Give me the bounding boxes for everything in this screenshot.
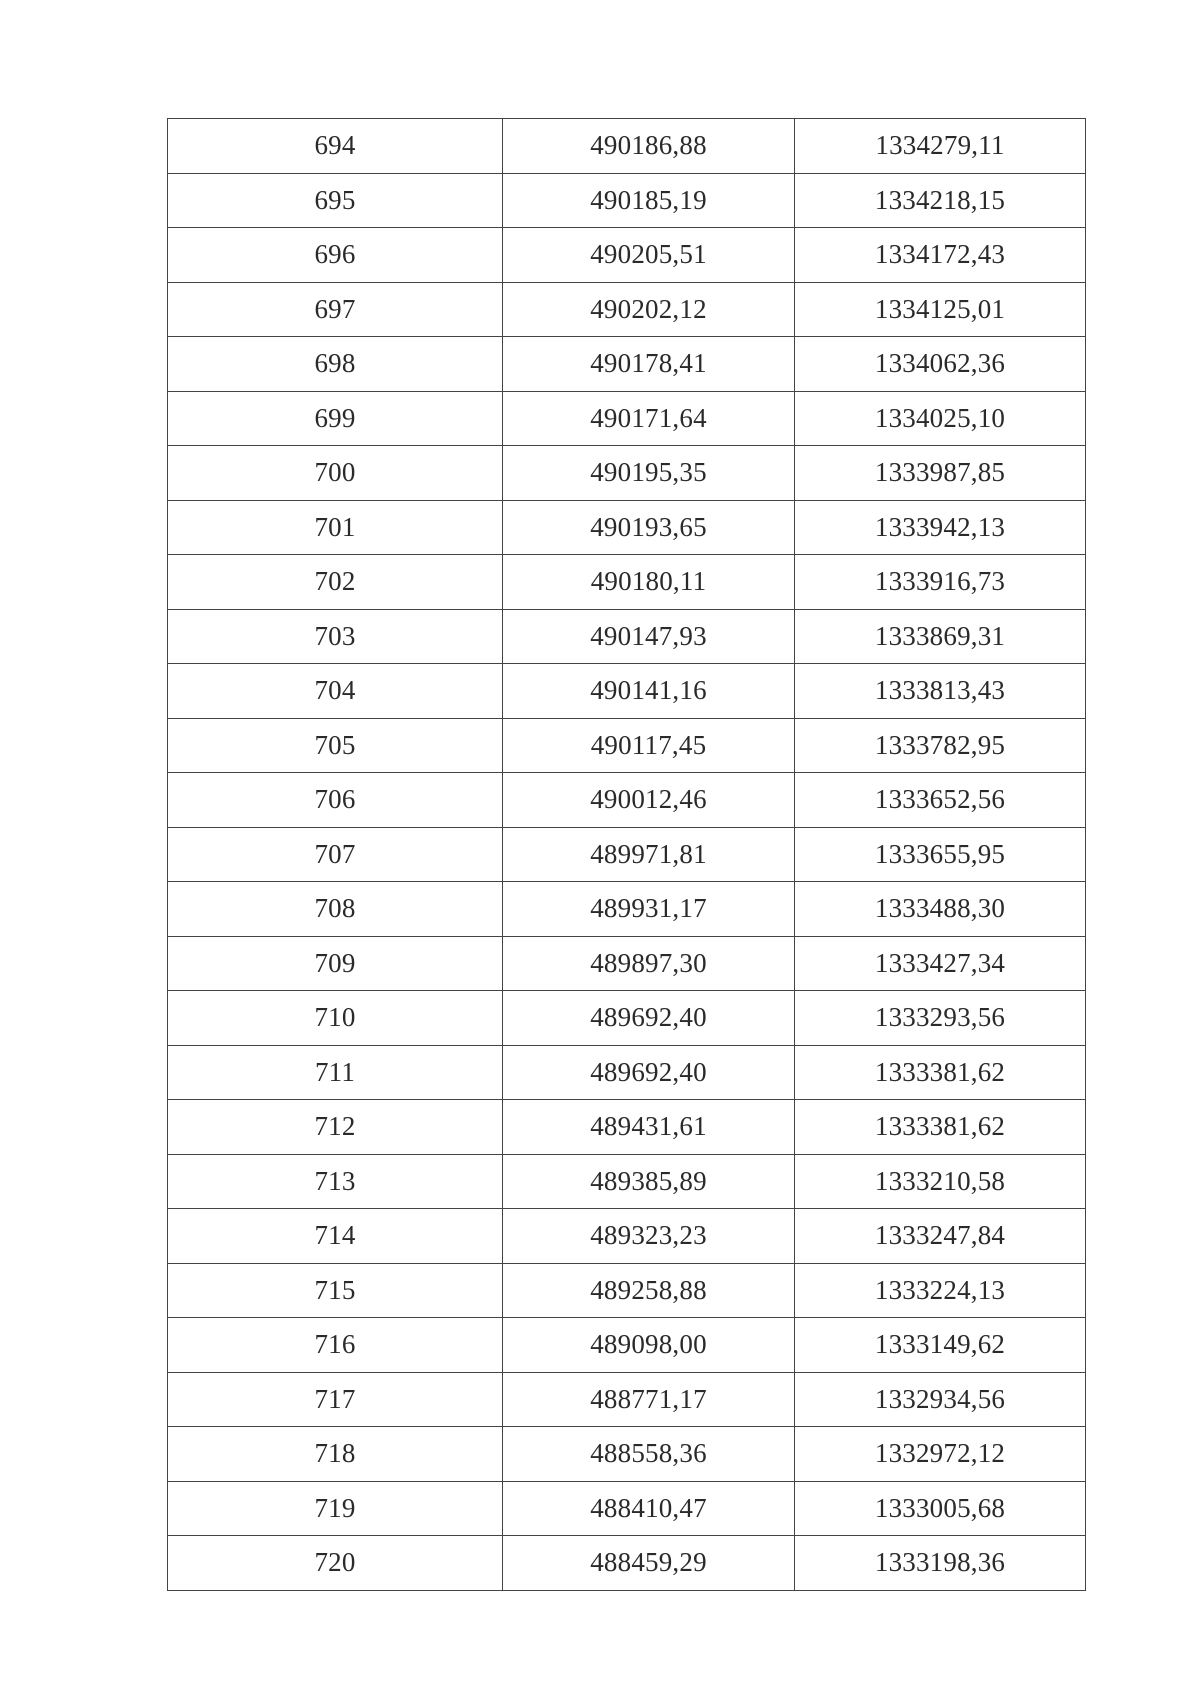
x-coordinate-cell: 488771,17 <box>503 1372 795 1427</box>
y-coordinate-cell: 1333381,62 <box>795 1100 1086 1155</box>
point-number-cell: 718 <box>168 1427 503 1482</box>
x-coordinate-cell: 489323,23 <box>503 1209 795 1264</box>
table-row <box>168 282 1086 337</box>
point-number-cell: 719 <box>168 1481 503 1536</box>
table-row <box>168 827 1086 882</box>
point-number-cell: 698 <box>168 337 503 392</box>
table-row <box>168 1045 1086 1100</box>
y-coordinate-cell: 1333198,36 <box>795 1536 1086 1591</box>
x-coordinate-cell: 490012,46 <box>503 773 795 828</box>
y-coordinate-cell: 1333813,43 <box>795 664 1086 719</box>
point-number-cell: 700 <box>168 446 503 501</box>
table-row <box>168 882 1086 937</box>
point-number-cell: 715 <box>168 1263 503 1318</box>
table-row <box>168 228 1086 283</box>
point-number-cell: 708 <box>168 882 503 937</box>
table-row <box>168 1100 1086 1155</box>
y-coordinate-cell: 1333916,73 <box>795 555 1086 610</box>
table-row <box>168 1427 1086 1482</box>
y-coordinate-cell: 1334025,10 <box>795 391 1086 446</box>
y-coordinate-cell: 1333224,13 <box>795 1263 1086 1318</box>
y-coordinate-cell: 1333381,62 <box>795 1045 1086 1100</box>
point-number-cell: 712 <box>168 1100 503 1155</box>
x-coordinate-cell: 490141,16 <box>503 664 795 719</box>
x-coordinate-cell: 490202,12 <box>503 282 795 337</box>
y-coordinate-cell: 1334125,01 <box>795 282 1086 337</box>
table-row <box>168 555 1086 610</box>
y-coordinate-cell: 1333869,31 <box>795 609 1086 664</box>
y-coordinate-cell: 1333427,34 <box>795 936 1086 991</box>
x-coordinate-cell: 488558,36 <box>503 1427 795 1482</box>
x-coordinate-cell: 489431,61 <box>503 1100 795 1155</box>
point-number-cell: 717 <box>168 1372 503 1427</box>
point-number-cell: 702 <box>168 555 503 610</box>
x-coordinate-cell: 490205,51 <box>503 228 795 283</box>
y-coordinate-cell: 1334279,11 <box>795 119 1086 174</box>
table-row <box>168 337 1086 392</box>
y-coordinate-cell: 1333942,13 <box>795 500 1086 555</box>
y-coordinate-cell: 1334172,43 <box>795 228 1086 283</box>
table-row <box>168 1372 1086 1427</box>
point-number-cell: 694 <box>168 119 503 174</box>
x-coordinate-cell: 489897,30 <box>503 936 795 991</box>
y-coordinate-cell: 1333293,56 <box>795 991 1086 1046</box>
x-coordinate-cell: 489971,81 <box>503 827 795 882</box>
y-coordinate-cell: 1333655,95 <box>795 827 1086 882</box>
x-coordinate-cell: 489692,40 <box>503 1045 795 1100</box>
point-number-cell: 716 <box>168 1318 503 1373</box>
point-number-cell: 720 <box>168 1536 503 1591</box>
point-number-cell: 709 <box>168 936 503 991</box>
x-coordinate-cell: 488410,47 <box>503 1481 795 1536</box>
point-number-cell: 705 <box>168 718 503 773</box>
x-coordinate-cell: 490186,88 <box>503 119 795 174</box>
table-row <box>168 718 1086 773</box>
table-row <box>168 1536 1086 1591</box>
x-coordinate-cell: 490195,35 <box>503 446 795 501</box>
table-row <box>168 1154 1086 1209</box>
table-row <box>168 1263 1086 1318</box>
x-coordinate-cell: 490180,11 <box>503 555 795 610</box>
y-coordinate-cell: 1334218,15 <box>795 173 1086 228</box>
x-coordinate-cell: 488459,29 <box>503 1536 795 1591</box>
x-coordinate-cell: 489258,88 <box>503 1263 795 1318</box>
table-row <box>168 1209 1086 1264</box>
y-coordinate-cell: 1333652,56 <box>795 773 1086 828</box>
table-row <box>168 1481 1086 1536</box>
table-row <box>168 936 1086 991</box>
y-coordinate-cell: 1332934,56 <box>795 1372 1086 1427</box>
x-coordinate-cell: 490171,64 <box>503 391 795 446</box>
table-row <box>168 664 1086 719</box>
point-number-cell: 710 <box>168 991 503 1046</box>
table-row <box>168 119 1086 174</box>
y-coordinate-cell: 1333782,95 <box>795 718 1086 773</box>
point-number-cell: 696 <box>168 228 503 283</box>
x-coordinate-cell: 489931,17 <box>503 882 795 937</box>
table-row <box>168 500 1086 555</box>
table-row <box>168 773 1086 828</box>
y-coordinate-cell: 1333149,62 <box>795 1318 1086 1373</box>
point-number-cell: 713 <box>168 1154 503 1209</box>
point-number-cell: 707 <box>168 827 503 882</box>
x-coordinate-cell: 490147,93 <box>503 609 795 664</box>
x-coordinate-cell: 490185,19 <box>503 173 795 228</box>
table-row <box>168 391 1086 446</box>
point-number-cell: 703 <box>168 609 503 664</box>
point-number-cell: 699 <box>168 391 503 446</box>
coordinates-table-body <box>168 119 1086 1591</box>
x-coordinate-cell: 490178,41 <box>503 337 795 392</box>
point-number-cell: 706 <box>168 773 503 828</box>
point-number-cell: 697 <box>168 282 503 337</box>
y-coordinate-cell: 1333488,30 <box>795 882 1086 937</box>
x-coordinate-cell: 490193,65 <box>503 500 795 555</box>
y-coordinate-cell: 1334062,36 <box>795 337 1086 392</box>
x-coordinate-cell: 489385,89 <box>503 1154 795 1209</box>
table-row <box>168 446 1086 501</box>
table-row <box>168 173 1086 228</box>
x-coordinate-cell: 489098,00 <box>503 1318 795 1373</box>
y-coordinate-cell: 1332972,12 <box>795 1427 1086 1482</box>
point-number-cell: 714 <box>168 1209 503 1264</box>
table-row <box>168 1318 1086 1373</box>
y-coordinate-cell: 1333210,58 <box>795 1154 1086 1209</box>
x-coordinate-cell: 489692,40 <box>503 991 795 1046</box>
point-number-cell: 704 <box>168 664 503 719</box>
y-coordinate-cell: 1333005,68 <box>795 1481 1086 1536</box>
x-coordinate-cell: 490117,45 <box>503 718 795 773</box>
coordinates-table <box>167 118 1086 1591</box>
point-number-cell: 701 <box>168 500 503 555</box>
y-coordinate-cell: 1333987,85 <box>795 446 1086 501</box>
y-coordinate-cell: 1333247,84 <box>795 1209 1086 1264</box>
table-row <box>168 609 1086 664</box>
point-number-cell: 711 <box>168 1045 503 1100</box>
table-row <box>168 991 1086 1046</box>
point-number-cell: 695 <box>168 173 503 228</box>
